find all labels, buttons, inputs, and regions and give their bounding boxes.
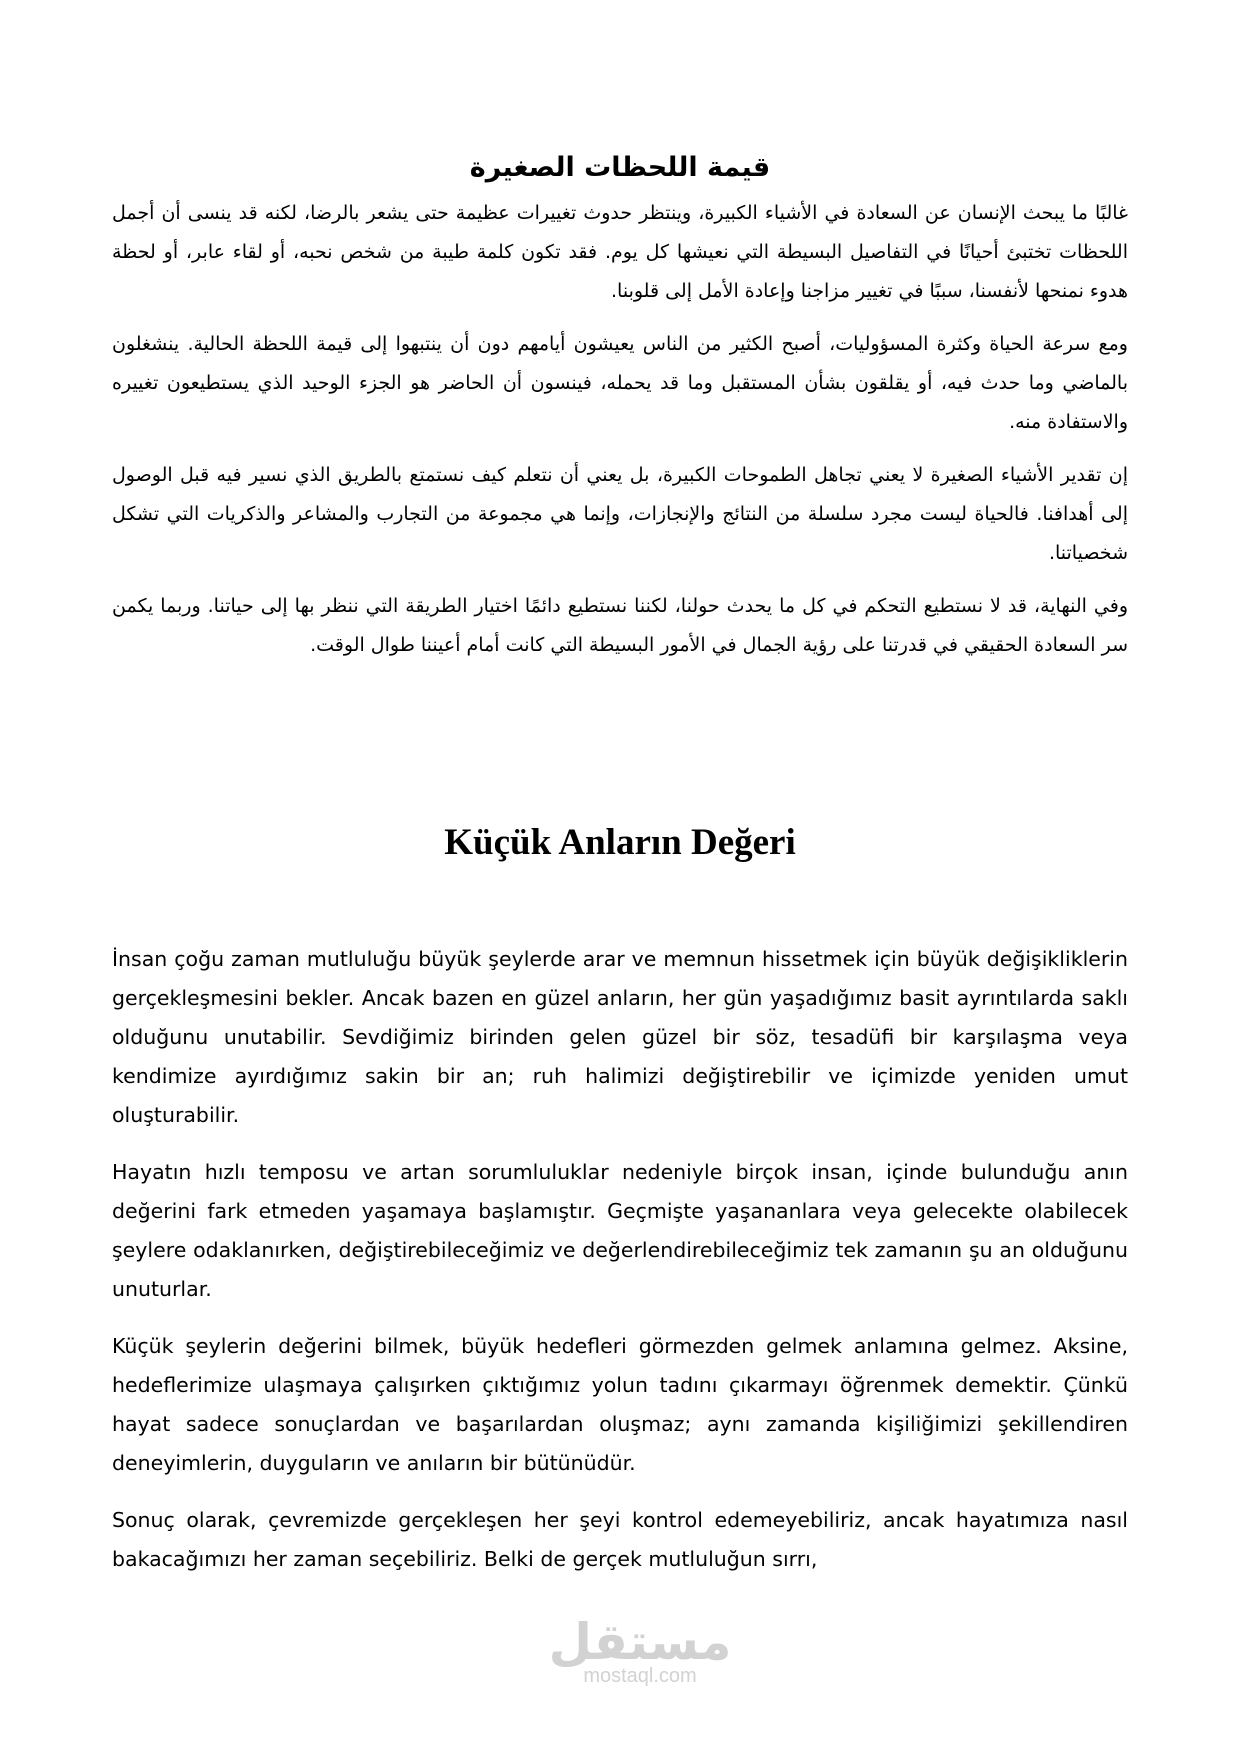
turkish-paragraph: Sonuç olarak, çevremizde gerçekleşen her şeyi kontrol edemeyebiliriz, ancak hayatımıza nasıl bakacağımızı her zaman seçebiliriz. Belki de gerçek mutluluğun sırrı, [112,1508,1128,1571]
arabic-paragraph: وفي النهاية، قد لا نستطيع التحكم في كل ما يحدث حولنا، لكننا نستطيع دائمًا اختيار الطريقة التي ننظر بها إلى حياتنا. وربما يكمن سر السعادة الحقيقي في قدرتنا على رؤية الجمال في الأمور البسيطة التي كانت أمام أعيننا طوال الوقت. [112,595,1128,656]
arabic-paragraph: ومع سرعة الحياة وكثرة المسؤوليات، أصبح الكثير من الناس يعيشون أيامهم دون أن ينتبهوا إلى قيمة اللحظة الحالية. ينشغلون بالماضي وما حدث فيه، أو يقلقون بشأن المستقبل وما قد يحمله، فينسون أن الحاضر هو الجزء الوحيد الذي يستطيعون تغييره والاستفادة منه. [112,333,1128,433]
arabic-paragraph: غالبًا ما يبحث الإنسان عن السعادة في الأشياء الكبيرة، وينتظر حدوث تغييرات عظيمة حتى يشعر بالرضا، لكنه قد ينسى أن أجمل اللحظات تختبئ أحيانًا في التفاصيل البسيطة التي نعيشها كل يوم. فقد تكون كلمة طيبة من شخص نحبه، أو لقاء عابر، أو لحظة هدوء نمنحها لأنفسنا، سببًا في تغيير مزاجنا وإعادة الأمل إلى قلوبنا. [112,202,1128,302]
watermark-arabic-logo: مستقل [548,1613,732,1671]
arabic-title: قيمة اللحظات الصغيرة [469,152,771,183]
arabic-section [112,148,1128,679]
mostaql-watermark [520,1612,760,1688]
turkish-section [112,940,1128,1597]
turkish-paragraph: Küçük şeylerin değerini bilmek, büyük hedefleri görmezden gelmek anlamına gelmez. Aksine, hedeflerimize ulaşmaya çalışırken çıktığımız yolun tadını çıkarmayı öğrenmek demektir. Çünkü hayat sadece sonuçlardan ve başarılardan oluşmaz; aynı zamanda kişiliğimizi şekillendiren deneyimlerin, duyguların ve anıların bir bütünüdür. [112,1334,1128,1475]
turkish-title: Küçük Anların Değeri [444,822,796,863]
arabic-paragraph: إن تقدير الأشياء الصغيرة لا يعني تجاهل الطموحات الكبيرة، بل يعني أن نتعلم كيف نستمتع بالطريق الذي نسير فيه قبل الوصول إلى أهدافنا. فالحياة ليست مجرد سلسلة من النتائج والإنجازات، وإنما هي مجموعة من التجارب والمشاعر والذكريات التي تشكل شخصياتنا. [112,464,1128,564]
watermark-url: mostaql.com [583,1665,697,1687]
turkish-paragraph: İnsan çoğu zaman mutluluğu büyük şeylerde arar ve memnun hissetmek için büyük değişikliklerin gerçekleşmesini bekler. Ancak bazen en güzel anların, her gün yaşadığımız basit ayrıntılarda saklı olduğunu unutabilir. Sevdiğimiz birinden gelen güzel bir söz, tesadüfi bir karşılaşma veya kendimize ayırdığımız sakin bir an; ruh halimizi değiştirebilir ve içimizde yeniden umut oluşturabilir. [112,947,1128,1127]
turkish-paragraph: Hayatın hızlı temposu ve artan sorumluluklar nedeniyle birçok insan, içinde bulunduğu anın değerini fark etmeden yaşamaya başlamıştır. Geçmişte yaşananlara veya gelecekte olabilecek şeylere odaklanırken, değiştirebileceğimiz ve değerlendirebileceğimiz tek zamanın şu an olduğunu unuturlar. [112,1160,1128,1301]
